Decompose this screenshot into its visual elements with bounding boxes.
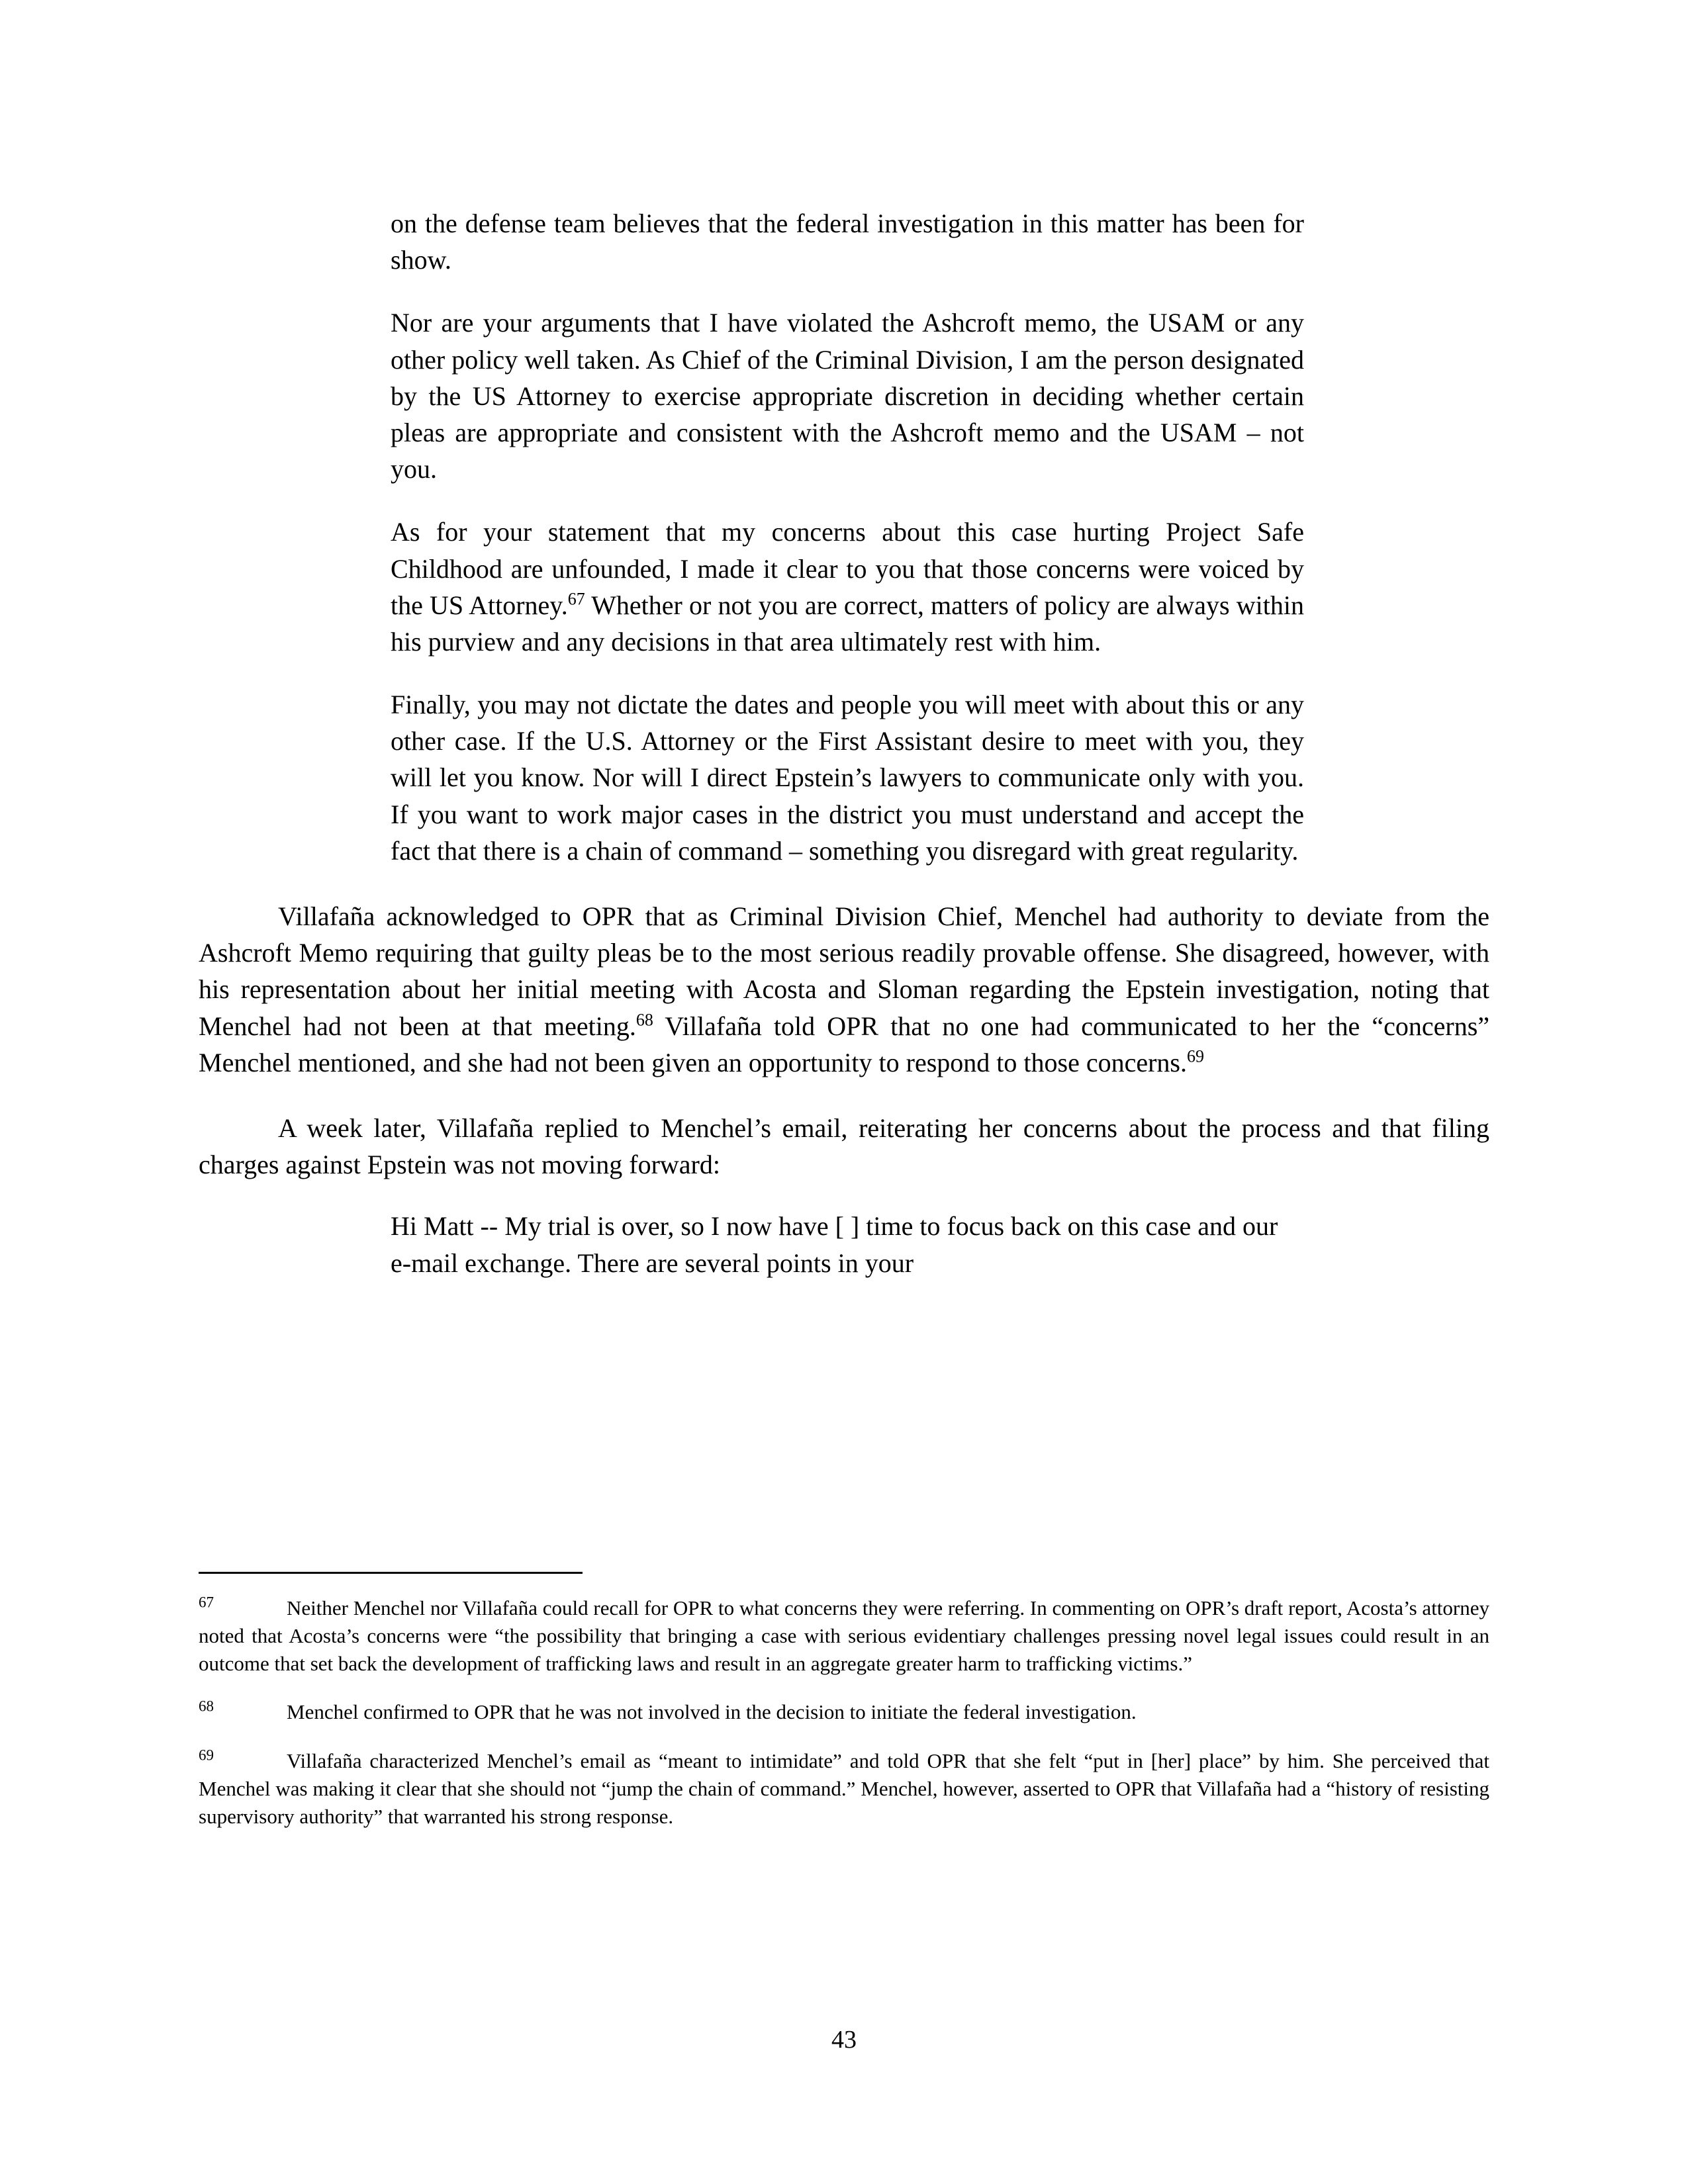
email-quote: Hi Matt -- My trial is over, so I now have [ ] time to focus back on this case and our e-mail exchange. There are several points in your [391, 1211, 1278, 1279]
footnote-67-text: Neither Menchel nor Villafaña could recall for OPR to what concerns they were referring. In commenting on OPR’s draft report, Acosta’s attorney noted that Acosta’s concerns were “the possibility that bringing a case with serious evidentiary challenges pressing novel legal issues could result in an outcome that set back the development of trafficking laws and result in an aggregate greater harm to trafficking victims.” [199, 1596, 1489, 1676]
footnote-69-number: 69 [199, 1747, 214, 1764]
footnote-area [199, 1572, 1489, 1848]
footnote-67 [199, 1594, 1489, 1678]
body-paragraph-2: A week later, Villafaña replied to Menchel’s email, reiterating her concerns about the process and that filing charges against Epstein was not moving forward: [199, 1113, 1489, 1180]
quoted-paragraph-3 [391, 514, 1304, 660]
footnote-reference-69: 69 [1186, 1046, 1204, 1066]
body-paragraph-1-part2: Villafaña told OPR that no one had communicated to her the “concerns” Menchel mentioned, and she had not been given an opportunity to respond to those concerns. [199, 1011, 1490, 1077]
footnote-69 [199, 1747, 1489, 1831]
quoted-paragraph-4: Finally, you may not dictate the dates and people you will meet with about this or any other case. If the U.S. Attorney or the First Assistant desire to meet with you, they will let you know. Nor will I direct Epstein’s lawyers to communicate only with you. If you want to work major cases in the district you must understand and accept the fact that there is a chain of command – something you disregard with great regularity. [391, 690, 1304, 866]
footnote-68-number: 68 [199, 1698, 214, 1715]
quoted-paragraph-3-text-part2: Whether or not you are correct, matters of policy are always within his purview and any decisions in that area ultimately rest with him. [391, 590, 1304, 657]
quoted-paragraph-1: on the defense team believes that the federal investigation in this matter has been for show. [391, 208, 1304, 275]
footnote-69-text: Villafaña characterized Menchel’s email as “meant to intimidate” and told OPR that she felt “put in [her] place” by him. She perceived that Menchel was making it clear that she should not “jump the chain of command.” Menchel, however, asserted to OPR that Villafaña had a “history of resisting supervisory authority” that warranted his strong response. [199, 1749, 1489, 1828]
quoted-paragraph-3-text-part1: As for your statement that my concerns about this case hurting Project Safe Childhood are unfounded, I made it clear to you that those concerns were voiced by the US Attorney. [391, 517, 1304, 620]
body-paragraph-1 [199, 898, 1489, 1081]
body-paragraph-1-part1: Villafaña acknowledged to OPR that as Criminal Division Chief, Menchel had authority to deviate from the Ashcroft Memo requiring that guilty pleas be to the most serious readily provable offense. She disagreed, however, with his representation about her initial meeting with Acosta and Sloman regarding the Epstein investigation, noting that Menchel had not been at that meeting. [199, 901, 1489, 1041]
footnote-68-text: Menchel confirmed to OPR that he was not involved in the decision to initiate the federal investigation. [287, 1700, 1137, 1724]
footnote-separator-rule [199, 1572, 583, 1574]
page-number: 43 [831, 2026, 857, 2054]
footnote-reference-67: 67 [567, 589, 585, 609]
footnote-67-number: 67 [199, 1594, 214, 1611]
page-body [199, 179, 1489, 1308]
footnote-reference-68: 68 [635, 1010, 653, 1030]
quoted-paragraph-2: Nor are your arguments that I have violated the Ashcroft memo, the USAM or any other policy well taken. As Chief of the Criminal Division, I am the person designated by the US Attorney to exercise appropriate discretion in deciding whether certain pleas are appropriate and consistent with the Ashcroft memo and the USAM – not you. [391, 308, 1304, 484]
footnote-68 [199, 1698, 1489, 1726]
